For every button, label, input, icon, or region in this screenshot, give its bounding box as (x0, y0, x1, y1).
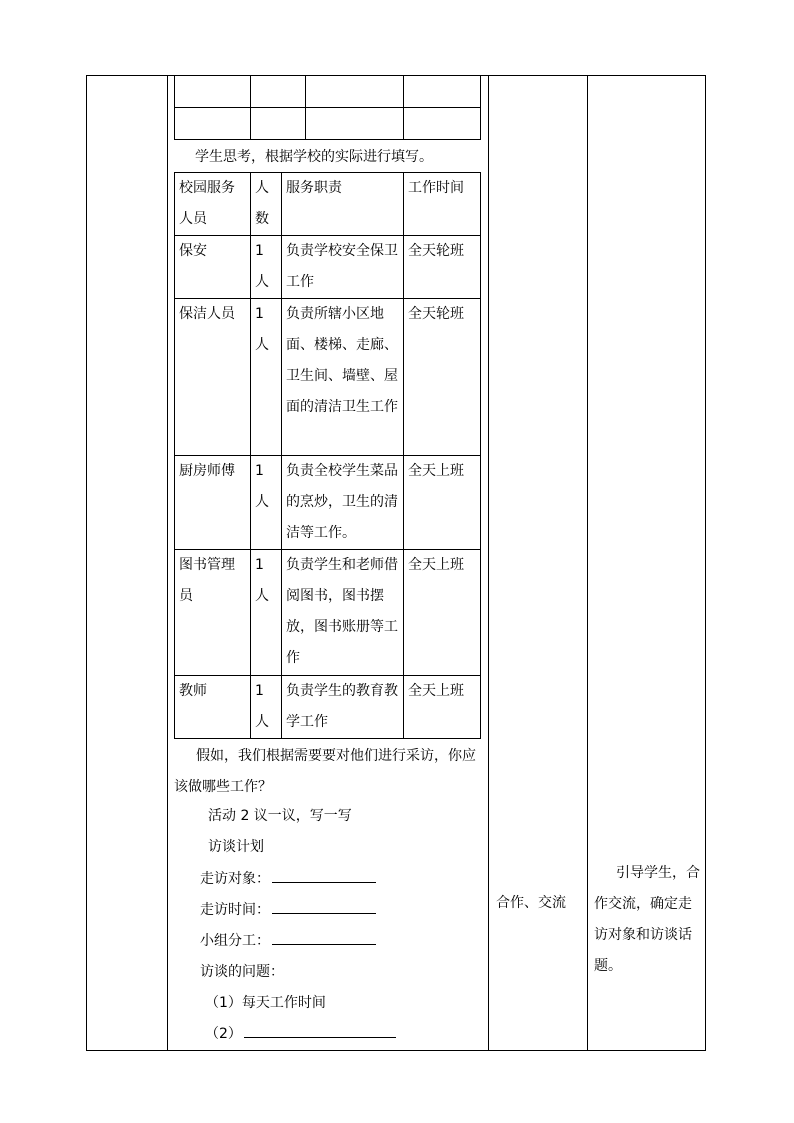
empty-cell (175, 76, 251, 108)
question-text: 假如，我们根据需要要对他们进行采访，你应该做哪些工作？ (174, 748, 476, 795)
empty-cell (306, 108, 404, 140)
questions-label: 访谈的问题： (200, 964, 284, 980)
column-divider (587, 75, 588, 1051)
target-blank[interactable] (272, 868, 376, 883)
time-blank[interactable] (272, 899, 376, 914)
empty-cell (251, 76, 306, 108)
cell-duty: 负责全校学生菜品的烹炒，卫生的清洁等工作。 (282, 456, 404, 550)
target-field (200, 864, 376, 895)
cell-count: 1人 (251, 236, 282, 299)
time-label: 走访时间： (200, 902, 270, 918)
question-item-2 (205, 1019, 396, 1050)
empty-cell (306, 76, 404, 108)
group-field (200, 926, 376, 957)
table-row (175, 299, 481, 456)
cell-count: 1人 (251, 550, 282, 676)
column-divider (167, 75, 168, 1051)
cell-time: 全天上班 (404, 456, 481, 550)
empty-cell (404, 108, 481, 140)
header-role: 校园服务人员 (175, 173, 251, 236)
table-row (175, 236, 481, 299)
intro-text: 学生思考，根据学校的实际进行填写。 (195, 149, 433, 165)
cell-count: 1人 (251, 299, 282, 456)
cell-count: 1人 (251, 456, 282, 550)
question-item: （1）每天工作时间 (205, 995, 326, 1011)
plan-title: 访谈计划 (208, 839, 264, 855)
cell-time: 全天上班 (404, 550, 481, 676)
header-duty: 服务职责 (282, 173, 404, 236)
header-count: 人数 (251, 173, 282, 236)
group-blank[interactable] (272, 930, 376, 945)
cell-role: 教师 (175, 676, 251, 739)
header-time: 工作时间 (404, 173, 481, 236)
cell-time: 全天上班 (404, 676, 481, 739)
empty-cell (251, 108, 306, 140)
cell-duty: 负责学生的教育教学工作 (282, 676, 404, 739)
student-activity: 合作、交流 (496, 895, 566, 911)
cell-role: 图书管理员 (175, 550, 251, 676)
cell-duty: 负责所辖小区地面、楼梯、走廊、卫生间、墙壁、屋面的清洁卫生工作 (282, 299, 404, 456)
table-row (175, 456, 481, 550)
continued-table (174, 75, 481, 140)
table-header-row (175, 173, 481, 236)
cell-role: 保安 (175, 236, 251, 299)
group-label: 小组分工： (200, 933, 270, 949)
time-field (200, 895, 376, 926)
question-item-blank[interactable] (244, 1023, 396, 1038)
service-staff-table (174, 172, 481, 739)
empty-cell (175, 108, 251, 140)
cell-role: 保洁人员 (175, 299, 251, 456)
column-divider (488, 75, 489, 1051)
table-row (175, 676, 481, 739)
cell-count: 1人 (251, 676, 282, 739)
empty-cell (404, 76, 481, 108)
activity-title: 活动 2 议一议，写一写 (208, 808, 352, 824)
table-row (175, 550, 481, 676)
target-label: 走访对象： (200, 871, 270, 887)
cell-duty: 负责学生和老师借阅图书，图书摆放，图书账册等工作 (282, 550, 404, 676)
teacher-guidance: 引导学生，合作交流，确定走访对象和访谈话题。 (594, 865, 700, 974)
cell-time: 全天轮班 (404, 236, 481, 299)
cell-role: 厨房师傅 (175, 456, 251, 550)
question-item-label: （2） (205, 1026, 242, 1042)
cell-time: 全天轮班 (404, 299, 481, 456)
cell-duty: 负责学校安全保卫工作 (282, 236, 404, 299)
